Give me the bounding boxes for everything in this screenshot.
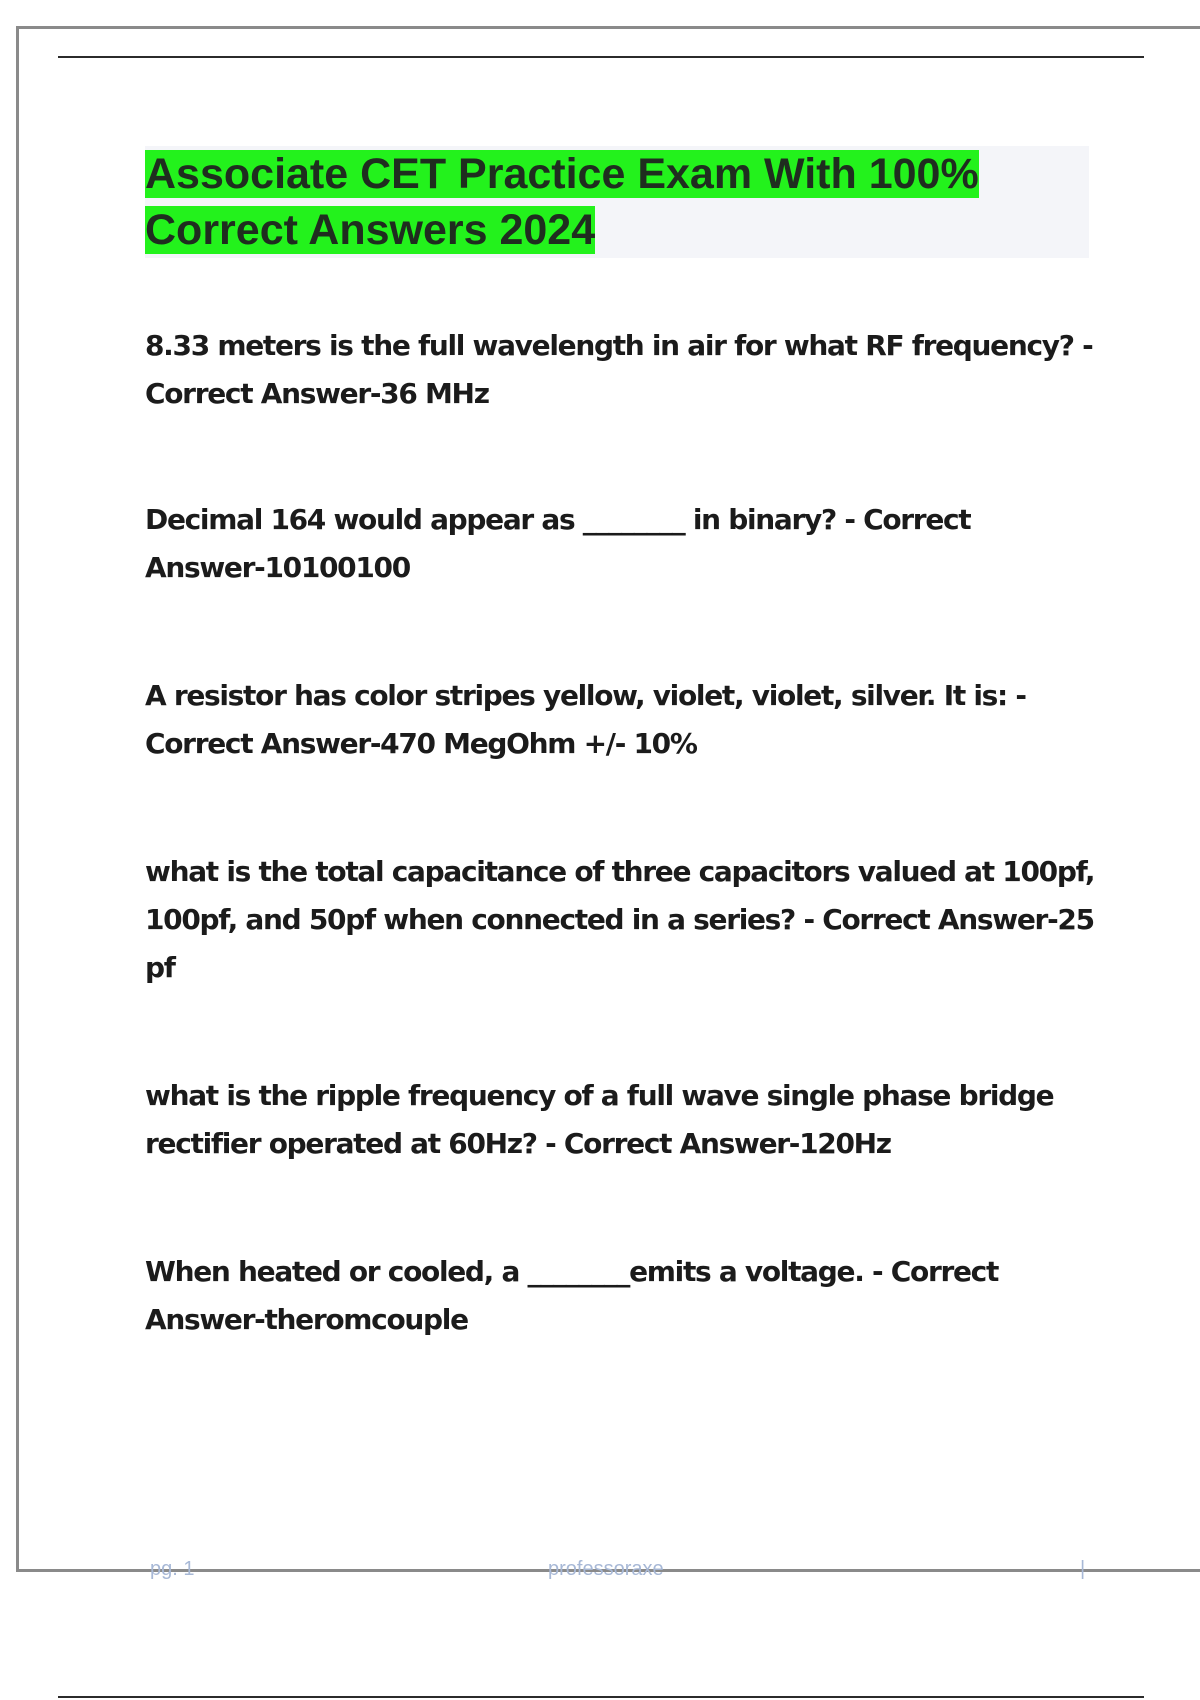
footer-page-number: pg. 1 (150, 1558, 195, 1580)
question-3: A resistor has color stripes yellow, violet, violet, silver. It is: - Correct Answer-470 MegOhm +/- 10% (145, 679, 1026, 760)
footer-separator: | (1080, 1558, 1086, 1580)
question-5: what is the ripple frequency of a full wave single phase bridge rectifier operated at 60Hz? - Correct Answer-120Hz (145, 1079, 1054, 1160)
document-title-text: Associate CET Practice Exam With 100% Correct Answers 2024 (145, 150, 979, 254)
document-title (145, 146, 1089, 258)
footer-author: professoraxe (548, 1558, 664, 1580)
question-1: 8.33 meters is the full wavelength in air for what RF frequency? - Correct Answer-36 MHz (145, 329, 1093, 410)
question-4: what is the total capacitance of three capacitors valued at 100pf, 100pf, and 50pf when connected in a series? - Correct Answer-25 pf (145, 855, 1095, 984)
top-divider (58, 56, 1144, 58)
question-2: Decimal 164 would appear as ________ in binary? - Correct Answer-10100100 (145, 503, 971, 584)
question-6: When heated or cooled, a ________emits a voltage. - Correct Answer-theromcouple (145, 1255, 999, 1336)
bottom-divider (58, 1696, 1144, 1698)
title-block (145, 146, 1089, 258)
